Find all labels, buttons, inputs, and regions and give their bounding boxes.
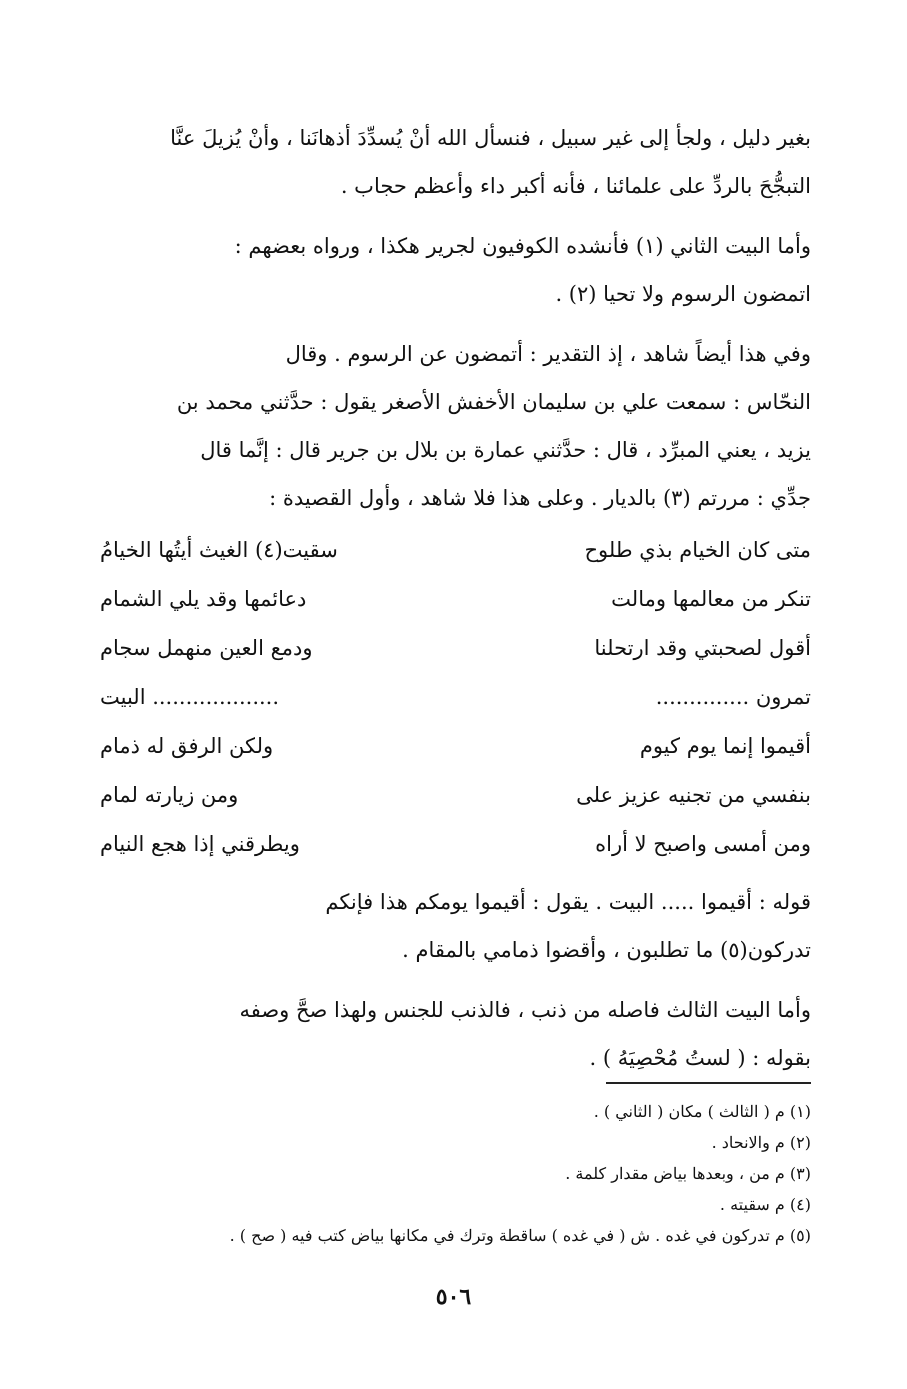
- hemistich-second: ودمع العين منهمل سجام: [100, 636, 313, 660]
- paragraph-2: [100, 222, 811, 318]
- hemistich-second: ويطرقني إذا هجع النيام: [100, 832, 300, 856]
- hemistich-first: تنكر من معالمها ومالت: [611, 587, 811, 611]
- text-line: وأما البيت الثالث فاصله من ذنب ، فالذنب للجنس ولهذا صحَّ وصفه: [239, 998, 811, 1022]
- hemistich-second: ولكن الرفق له ذمام: [100, 734, 274, 758]
- hemistich-first: أقيموا إنما يوم كيوم: [639, 734, 811, 758]
- text-line: اتمضون الرسوم ولا تحيا (٢) .: [555, 282, 811, 306]
- poem-verse: [100, 624, 811, 673]
- hemistich-first: أقول لصحبتي وقد ارتحلنا: [594, 636, 811, 660]
- footnote-divider: [606, 1082, 811, 1084]
- text-line: النحّاس : سمعت علي بن سليمان الأخفش الأصغر يقول : حدَّثني محمد بن: [176, 390, 811, 414]
- text-line: جدِّي : مررتم (٣) بالديار . وعلى هذا فلا شاهد ، وأول القصيدة :: [269, 486, 811, 510]
- paragraph-1: [100, 114, 811, 210]
- hemistich-second: ومن زيارته لمام: [100, 783, 239, 807]
- poem-verse: [100, 722, 811, 771]
- text-line: بغير دليل ، ولجأ إلى غير سبيل ، فنسأل الله أنْ يُسدِّدَ أذهانَنا ، وأنْ يُزيلَ عنَّا: [170, 126, 811, 150]
- hemistich-first: ومن أمسى واصبح لا أراه: [595, 832, 811, 856]
- poem: [100, 526, 811, 869]
- footnote: (٣) م من ، وبعدها بياض مقدار كلمة .: [565, 1164, 811, 1183]
- footnote: (٤) م سقيته .: [719, 1195, 811, 1214]
- footnote: (٢) م والانحاد .: [711, 1133, 811, 1152]
- text-line: قوله : أقيموا ..... البيت . يقول : أقيموا يومكم هذا فإنكم: [325, 890, 811, 914]
- poem-verse: [100, 673, 811, 722]
- text-line: يزيد ، يعني المبرِّد ، قال : حدَّثني عمارة بن بلال بن جرير قال : إنَّما قال: [200, 438, 811, 462]
- page-number: ٥٠٦: [435, 1284, 472, 1310]
- hemistich-second: دعائمها وقد يلي الشمام: [100, 587, 307, 611]
- paragraph-3: [100, 330, 811, 522]
- poem-verse: [100, 820, 811, 869]
- footnote: (٥) م تدركون في غده . ش ( في غده ) ساقطة وترك في مكانها بياض كتب فيه ( صح ) .: [229, 1226, 811, 1245]
- poem-verse: [100, 771, 811, 820]
- text-line: التبجُّحَ بالردِّ على علمائنا ، فأنه أكبر داء وأعظم حجاب .: [340, 174, 811, 198]
- poem-verse: [100, 575, 811, 624]
- hemistich-second: ................... البيت: [100, 685, 280, 709]
- paragraph-5: [100, 986, 811, 1082]
- text-line: وأما البيت الثاني (١) فأنشده الكوفيون لجرير هكذا ، ورواه بعضهم :: [234, 234, 811, 258]
- poem-verse: [100, 526, 811, 575]
- footnotes: [100, 1096, 811, 1251]
- paragraph-4: [100, 878, 811, 974]
- text-line: وفي هذا أيضاً شاهد ، إذ التقدير : أتمضون عن الرسوم . وقال: [285, 342, 811, 366]
- footnote: (١) م ( الثالث ) مكان ( الثاني ) .: [593, 1102, 811, 1121]
- text-line: تدركون(٥) ما تطلبون ، وأقضوا ذمامي بالمقام .: [402, 938, 811, 962]
- text-line: بقوله : ( لستُ مُحْصِيَهُ ) .: [589, 1046, 811, 1070]
- hemistich-first: بنفسي من تجنيه عزيز على: [576, 783, 811, 807]
- hemistich-first: تمرون ..............: [655, 685, 811, 709]
- hemistich-first: متى كان الخيام بذي طلوح: [584, 538, 811, 562]
- hemistich-second: سقيت(٤) الغيث أيتُها الخيامُ: [100, 538, 338, 562]
